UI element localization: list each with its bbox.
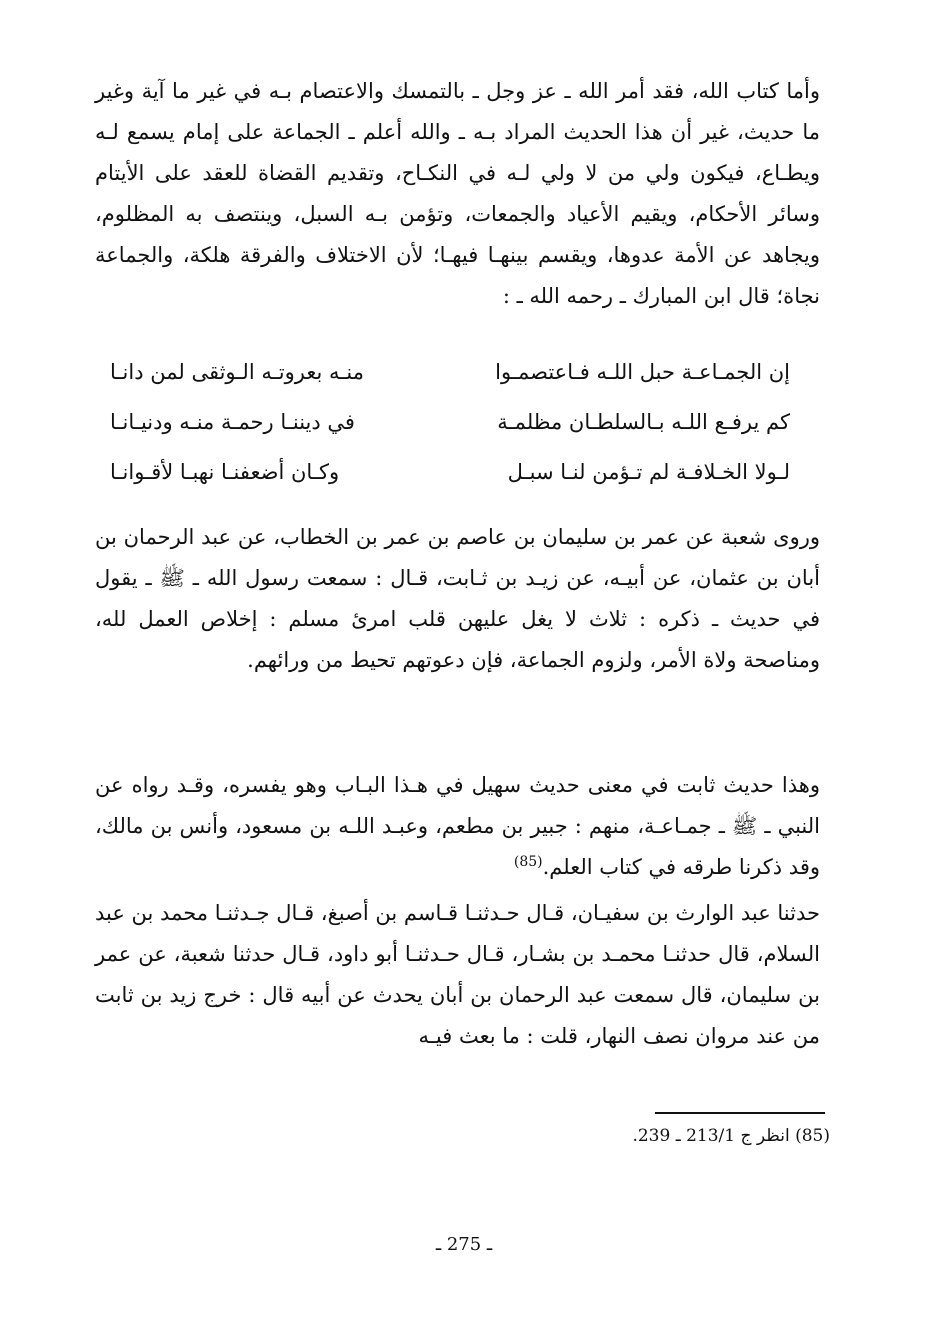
verse-1-first-hemistich: إن الجمـاعـة حبل اللـه فـاعتصمـوا — [495, 360, 790, 384]
paragraph-hadith: وروى شعبة عن عمر بن سليمان بن عاصم بن عمر بن الخطاب، عن عبد الرحمان بن أبان بن عثمان، عن أبيـه، عن زيـد بن ثـابت، قـال : سمعت رسول الله ـ ﷺ ـ يقول في حديث ـ ذكره : ثلاث لا يغل عليهن قلب امرئ مسلم : إخلاص العمل لله، ومناصحة ولاة الأمر، ولزوم الجماعة، فإن دعوتهم تحيط من ورائهم. — [95, 525, 820, 672]
paragraph-commentary — [95, 765, 820, 888]
verse-2-first-hemistich: كم يرفـع اللـه بـالسلطـان مظلمـة — [497, 410, 790, 434]
verse-3-second-hemistich: وكـان أضعفنـا نهبـا لأقـوانـا — [110, 460, 340, 484]
footnote-85: (85) انظر ج 213/1 ـ 239. — [632, 1126, 830, 1146]
verse-1-second-hemistich: منـه بعروتـه الـوثقى لمن دانـا — [110, 360, 364, 384]
footnote-reference: (85) — [513, 854, 543, 870]
footnote-divider — [655, 1112, 825, 1114]
paragraph-isnad: حدثنا عبد الوارث بن سفيـان، قـال حـدثنـا قـاسم بن أصبغ، قـال جـدثنـا محمد بن عبد السلام، قال حدثنـا محمـد بن بشـار، قـال حـدثنـا أبو داود، قـال حدثنا شعبة، عن عمر بن سليمان، قال سمعت عبد الرحمان بن أبان يحدث عن أبيه قال : خرج زيد بن ثابت من عند مروان نصف النهار، قلت : ما بعث فيـه — [94, 901, 820, 1048]
paragraph-intro: وأما كتاب الله، فقد أمر الله ـ عز وجل ـ بالتمسك والاعتصام بـه في غير ما آية وغير ما حديث، غير أن هذا الحديث المراد بـه ـ والله أعلم ـ الجماعة على إمام يسمع لـه ويطـاع، فيكون ولي من لا ولي لـه في النكـاح، وتقديم القضاة للعقد على الأيتام وسائر الأحكام، ويقيم الأعياد والجمعات، وتؤمن بـه السبل، وينتصف به المظلوم، ويجاهد عن الأمة عدوها، ويقسم بينهـا فيهـا؛ لأن الاختلاف والفرقة هلكة، والجماعة نجاة؛ قال ابن المبارك ـ رحمه الله ـ : — [95, 79, 820, 308]
page-number: ـ 275 ـ — [435, 1234, 493, 1255]
paragraph-commentary-text: وهذا حديث ثابت في معنى حديث سهيل في هـذا البـاب وهو يفسره، وقـد رواه عن النبي ـ ﷺ ـ جمـاعـة، منهم : جبير بن مطعم، وعبـد اللـه بن مسعود، وأنس بن مالك، وقد ذكرنا طرقه في كتاب العلم. — [95, 773, 820, 879]
verse-3-first-hemistich: لـولا الخـلافـة لم تـؤمن لنـا سبـل — [507, 460, 790, 484]
verse-2-second-hemistich: في ديننـا رحمـة منـه ودنيـانـا — [110, 410, 355, 434]
